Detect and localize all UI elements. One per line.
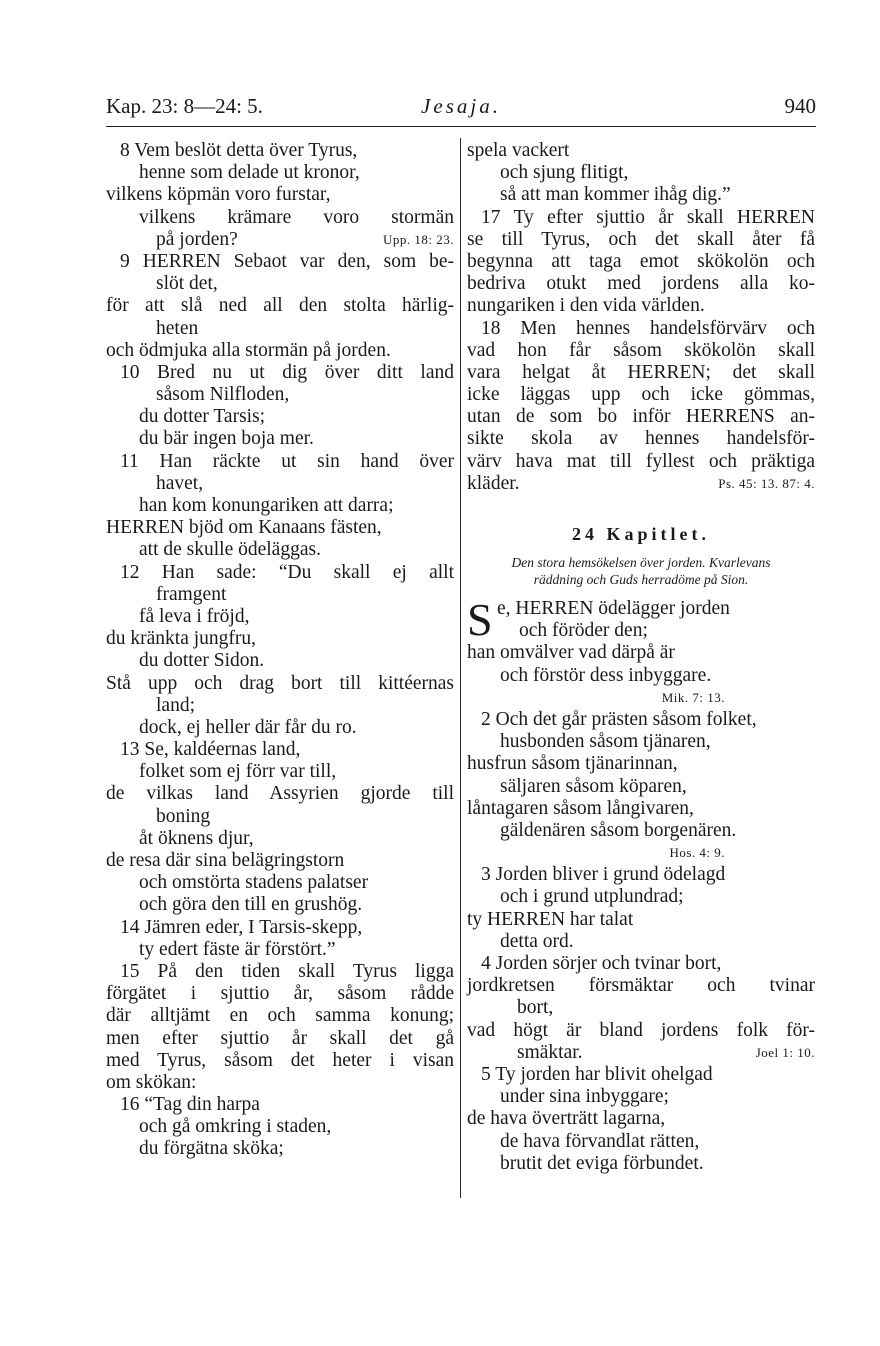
- verse-line: [106, 140, 454, 162]
- verse-text: 9 HERREN Sebaot var den, som be-: [120, 250, 454, 272]
- verse-line: [467, 362, 815, 384]
- verse-text: och göra den till en grushög.: [139, 894, 363, 916]
- verse-text: jordkretsen försmäktar och tvinar: [467, 975, 815, 997]
- verse-text: han omvälver vad därpå är: [467, 642, 675, 664]
- book-title: Jesaja.: [421, 94, 501, 118]
- verse-line: [467, 909, 815, 931]
- verse-text: och förstör dess inbyggare.: [500, 664, 712, 686]
- verse-text: 18 Men hennes handelsförvärv och: [481, 317, 815, 339]
- chapter-summary-line: räddning och Guds herradöme på Sion.: [533, 572, 749, 587]
- verse-line: [467, 798, 815, 820]
- verse-text: ty HERREN har talat: [467, 908, 634, 930]
- verse-line: [467, 931, 815, 953]
- chapter-reference: Kap. 23: 8—24: 5.: [106, 94, 263, 118]
- verse-text: land;: [156, 694, 195, 716]
- page-number: 940: [784, 94, 816, 118]
- verse-line: [106, 1116, 454, 1138]
- verse-line: [106, 451, 454, 473]
- verse-text: 4 Jorden sörjer och tvinar bort,: [481, 953, 722, 974]
- column-divider: [460, 138, 461, 1198]
- verse-line: [106, 828, 454, 850]
- verse-line: [106, 384, 454, 406]
- verse-line: [106, 1072, 454, 1094]
- verse-text: brutit det eviga förbundet.: [500, 1152, 704, 1174]
- verse-text: 15 På den tiden skall Tyrus ligga: [120, 960, 454, 982]
- verse-text: Stå upp och drag bort till kittéernas: [106, 672, 454, 694]
- verse-text: de resa där sina belägringstorn: [106, 850, 345, 871]
- verse-text: bort,: [517, 997, 554, 1019]
- right-column-verses: [467, 140, 815, 495]
- verse-text: du dotter Sidon.: [139, 650, 265, 672]
- verse-line: [467, 340, 815, 362]
- verse-text: under sina inbyggare;: [500, 1086, 669, 1108]
- verse-line: och föröder den;: [519, 620, 648, 642]
- verse-line: [106, 983, 454, 1005]
- verse-text: såsom Nilfloden,: [156, 384, 290, 406]
- verse-text: på jorden?: [156, 228, 238, 250]
- verse-text: spela vackert: [467, 140, 570, 161]
- verse-text: få leva i fröjd,: [139, 605, 250, 627]
- verse-line: [467, 842, 815, 864]
- verse-line: [467, 1108, 815, 1130]
- verse-text: 10 Bred nu ut dig över ditt land: [120, 361, 454, 383]
- verse-line: [467, 207, 815, 229]
- verse-line: [106, 318, 454, 340]
- verse-line: [106, 495, 454, 517]
- verse-line: [467, 731, 815, 753]
- chapter-heading: 24 Kapitlet.: [572, 524, 710, 544]
- verse-line: [106, 1028, 454, 1050]
- verse-line: [106, 229, 454, 251]
- verse-line: [106, 739, 454, 761]
- verse-line: [106, 673, 454, 695]
- verse-line: [467, 642, 815, 664]
- verse-text: se till Tyrus, och det skall åter få: [467, 228, 815, 250]
- verse-text: vad högt är bland jordens folk för-: [467, 1019, 815, 1041]
- verse-text: utan de som bo inför HERRENS an-: [467, 406, 815, 428]
- cross-reference: Mik. 7: 13.: [661, 689, 725, 705]
- verse-text: du bär ingen boja mer.: [139, 428, 314, 450]
- verse-line: [106, 761, 454, 783]
- verse-line: [106, 695, 454, 717]
- verse-text: bedriva otukt med jordens alla ko-: [467, 273, 815, 295]
- verse-text: vilkens krämare voro stormän: [139, 206, 454, 228]
- verse-line: [106, 650, 454, 672]
- verse-text: så att man kommer ihåg dig.”: [500, 184, 731, 206]
- right-column: [467, 140, 815, 1175]
- verse-text: 11 Han räckte ut sin hand över: [120, 450, 454, 472]
- verse-line: [106, 783, 454, 805]
- verse-text: förgätet i sjuttio år, såsom rådde: [106, 983, 454, 1005]
- verse-line: [106, 872, 454, 894]
- cross-reference: Upp. 18: 23.: [383, 231, 454, 247]
- verse-text: och sjung flitigt,: [500, 162, 629, 184]
- verse-line: [467, 318, 815, 340]
- left-column: [106, 140, 454, 1161]
- header-rule: [106, 126, 816, 127]
- verse-text: henne som delade ut kronor,: [139, 162, 360, 184]
- verse-text: slöt det,: [156, 273, 218, 295]
- cross-reference: Hos. 4: 9.: [669, 845, 725, 861]
- verse-text: begynna att taga emot skökolön och: [467, 250, 815, 272]
- verse-line: [106, 517, 454, 539]
- verse-text: och gå omkring i staden,: [139, 1116, 332, 1138]
- verse-line: [467, 384, 815, 406]
- verse-line: [467, 886, 815, 908]
- verse-line: [467, 428, 815, 450]
- page-header: [106, 94, 816, 124]
- verse-text: dock, ej heller där får du ro.: [139, 716, 357, 738]
- verse-text: de hava förvandlat rätten,: [500, 1130, 700, 1152]
- verse-line: [467, 1153, 815, 1175]
- verse-line: [106, 1050, 454, 1072]
- verse-text: de vilkas land Assyrien gjorde till: [106, 783, 454, 805]
- verse-text: åt öknens djur,: [139, 827, 254, 849]
- verse-line: [106, 806, 454, 828]
- verse-text: med Tyrus, såsom det heter i visan: [106, 1049, 454, 1071]
- verse-line: [106, 606, 454, 628]
- verse-line: [106, 362, 454, 384]
- verse-text: att de skulle ödeläggas.: [139, 539, 321, 561]
- verse-text: ty edert fäste är förstört.”: [139, 938, 336, 960]
- verse-line: [106, 295, 454, 317]
- verse-line: [467, 1131, 815, 1153]
- verse-line: [106, 628, 454, 650]
- verse-line: [106, 1138, 454, 1160]
- verse-line: [106, 917, 454, 939]
- verse-line: [467, 820, 815, 842]
- verse-text: gäldenären såsom borgenären.: [500, 819, 737, 841]
- verse-text: detta ord.: [500, 930, 574, 952]
- verse-text: och ödmjuka alla stormän på jorden.: [106, 339, 391, 361]
- verse-text: låntagaren såsom långivaren,: [467, 797, 694, 819]
- verse-text: 3 Jorden bliver i grund ödelagd: [481, 864, 726, 886]
- verse-text: kläder.: [467, 472, 520, 494]
- verse-text: 8 Vem beslöt detta över Tyrus,: [120, 140, 358, 161]
- verse-text: om skökan:: [106, 1071, 197, 1093]
- verse-line: [467, 687, 815, 709]
- verse-text: du förgätna sköka;: [139, 1138, 284, 1160]
- verse-text: och omstörta stadens palatser: [139, 872, 369, 894]
- chapter-summary: [467, 554, 815, 588]
- verse-line: [467, 451, 815, 473]
- verse-line: [106, 717, 454, 739]
- verse-line: [106, 1094, 454, 1116]
- verse-text: 2 Och det går prästen såsom folket,: [481, 708, 757, 730]
- verse-line: [106, 473, 454, 495]
- verse-text: husbonden såsom tjänaren,: [500, 731, 711, 753]
- verse-text: 16 “Tag din harpa: [120, 1094, 260, 1116]
- verse-line: [106, 207, 454, 229]
- verse-text: sikte skola av hennes handelsför-: [467, 428, 815, 450]
- verse-text: 17 Ty efter sjuttio år skall HERREN: [481, 206, 815, 228]
- verse-text: och i grund utplundrad;: [500, 886, 684, 908]
- verse-line: [467, 975, 815, 997]
- verse-line: [467, 1086, 815, 1108]
- verse-line: [106, 184, 454, 206]
- verse-text: boning: [156, 805, 211, 827]
- verse-line: [467, 184, 815, 206]
- verse-line: [467, 1042, 815, 1064]
- verse-line: [106, 340, 454, 362]
- verse-text: havet,: [156, 472, 204, 494]
- verse-line: [467, 1020, 815, 1042]
- verse-text: vad hon får såsom skökolön skall: [467, 339, 815, 361]
- verse-line: [106, 428, 454, 450]
- verse-line: [467, 229, 815, 251]
- verse-line: [106, 162, 454, 184]
- verse-text: icke läggas upp och icke gömmas,: [467, 384, 815, 406]
- verse-line: [106, 939, 454, 961]
- verse-line: [467, 997, 815, 1019]
- verse-text: du kränkta jungfru,: [106, 628, 257, 650]
- verse-line: [106, 562, 454, 584]
- verse-text: vilkens köpmän voro furstar,: [106, 184, 331, 206]
- verse-text: 5 Ty jorden har blivit ohelgad: [481, 1063, 713, 1085]
- verse-line: [467, 162, 815, 184]
- verse-line: [467, 864, 815, 886]
- verse-text: folket som ej förr var till,: [139, 761, 337, 783]
- chapter-24-verses: [467, 642, 815, 1175]
- verse-text: för att slå ned all den stolta härlig-: [106, 295, 454, 317]
- verse-text: framgent: [156, 583, 227, 605]
- verse-line: [467, 709, 815, 731]
- verse-line: [106, 273, 454, 295]
- verse-line: [106, 894, 454, 916]
- verse-text: säljaren såsom köparen,: [500, 775, 687, 797]
- verse-line: [467, 1064, 815, 1086]
- verse-text: heten: [156, 317, 199, 339]
- verse-line: [106, 961, 454, 983]
- verse-text: smäktar.: [517, 1041, 583, 1063]
- verse-text: 13 Se, kaldéernas land,: [120, 739, 301, 761]
- verse-text: värv hava mat till fyllest och präktiga: [467, 450, 815, 472]
- verse-text: 12 Han sade: “Du skall ej allt: [120, 561, 454, 583]
- drop-cap: S: [467, 594, 493, 645]
- verse-text: men efter sjuttio år skall det gå: [106, 1027, 454, 1049]
- verse-line: [106, 584, 454, 606]
- drop-cap-paragraph: [467, 594, 815, 645]
- verse-text: där alltjämt en och samma konung;: [106, 1005, 454, 1027]
- verse-text: han kom konungariken att darra;: [139, 495, 394, 516]
- verse-line: [467, 776, 815, 798]
- verse-text: HERREN bjöd om Kanaans fästen,: [106, 517, 382, 539]
- verse-text: husfrun såsom tjänarinnan,: [467, 753, 678, 775]
- verse-line: [467, 753, 815, 775]
- verse-line: [467, 406, 815, 428]
- cross-reference: Joel 1: 10.: [755, 1044, 815, 1060]
- verse-line: [106, 406, 454, 428]
- verse-line: [467, 140, 815, 162]
- verse-text: de hava överträtt lagarna,: [467, 1108, 666, 1130]
- cross-reference: Ps. 45: 13. 87: 4.: [718, 475, 815, 491]
- verse-text: nungariken i den vida världen.: [467, 295, 705, 317]
- chapter-summary-line: Den stora hemsökelsen över jorden. Kvarlevans: [511, 555, 771, 570]
- verse-text: vara helgat åt HERREN; det skall: [467, 361, 815, 383]
- verse-line: e, HERREN ödelägger jorden: [497, 598, 730, 619]
- verse-line: [467, 665, 815, 687]
- verse-line: [467, 251, 815, 273]
- verse-line: [106, 850, 454, 872]
- verse-text: du dotter Tarsis;: [139, 406, 266, 428]
- verse-line: [467, 473, 815, 495]
- verse-line: [106, 539, 454, 561]
- verse-line: [106, 1005, 454, 1027]
- verse-text: 14 Jämren eder, I Tarsis-skepp,: [120, 916, 363, 938]
- verse-line: [467, 295, 815, 317]
- verse-line: [106, 251, 454, 273]
- verse-line: [467, 953, 815, 975]
- verse-line: [467, 273, 815, 295]
